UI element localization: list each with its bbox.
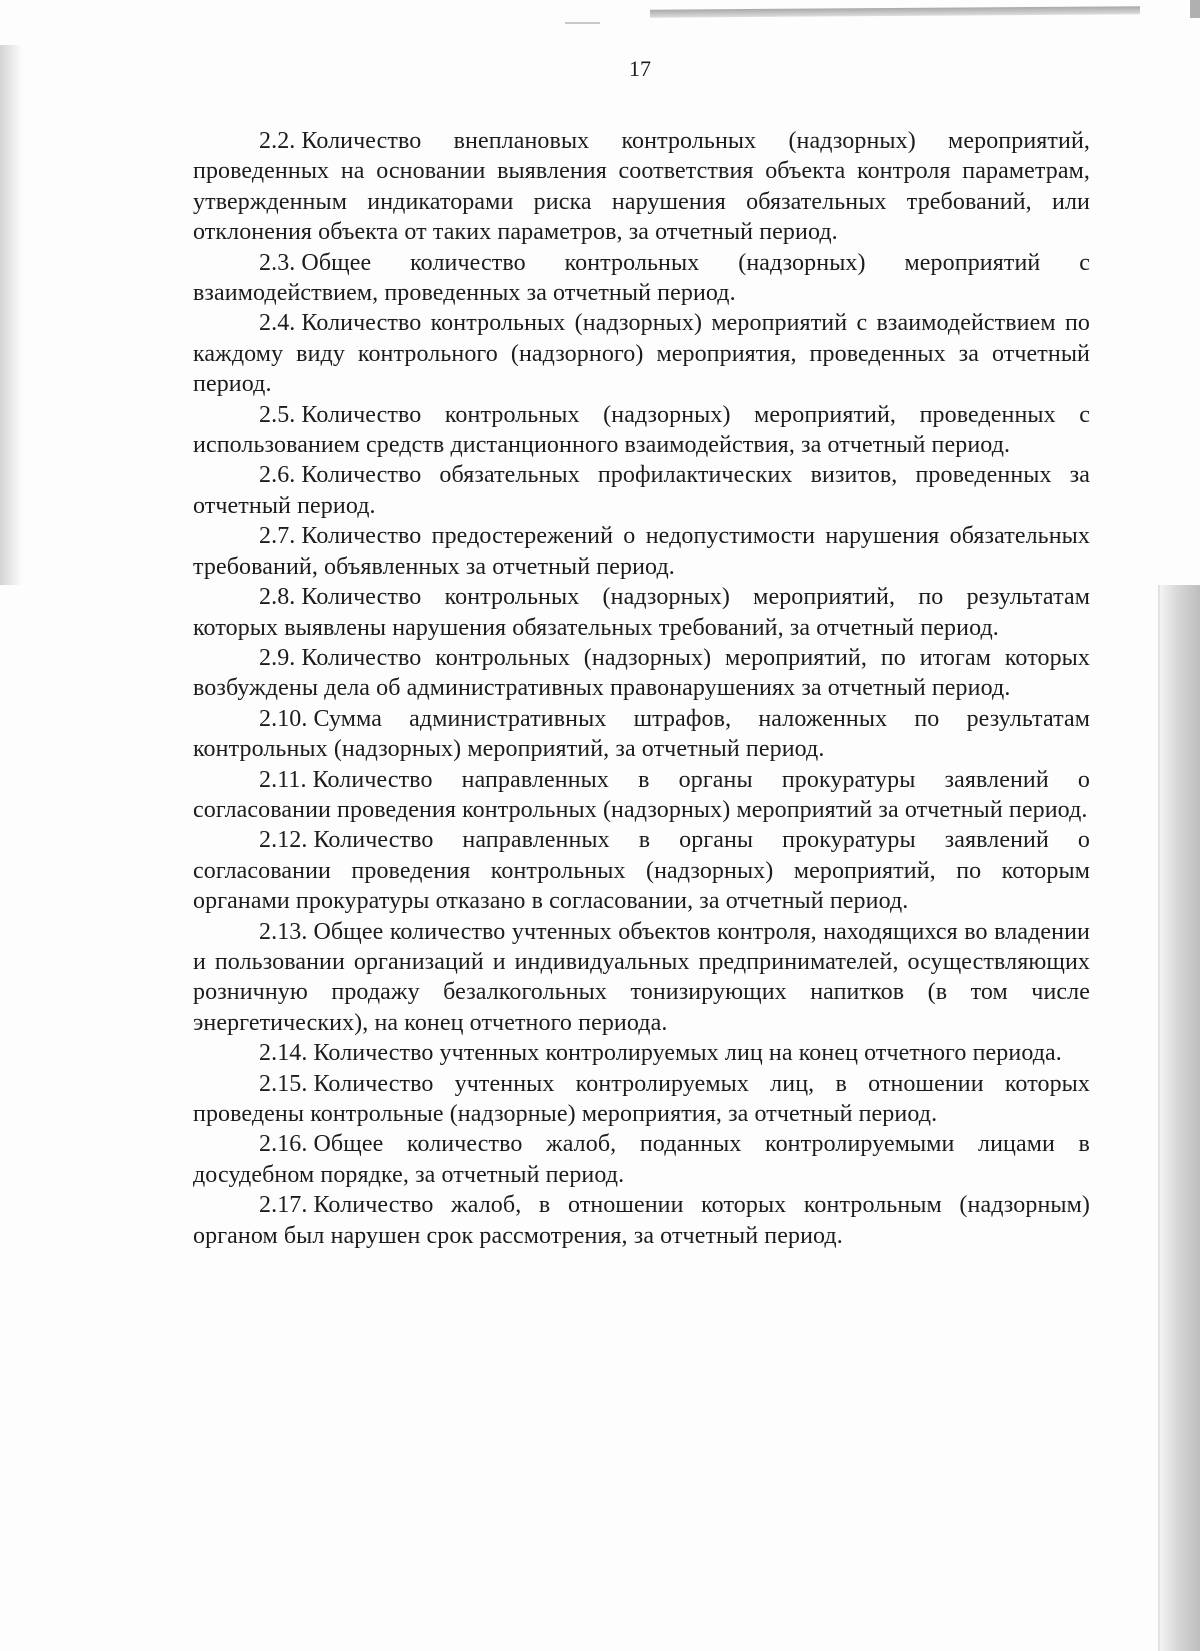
paragraph-text: Общее количество жалоб, поданных контролируемыми лицами в досудебном порядке, за отчетный период.	[193, 1131, 1090, 1188]
paragraph-number: 2.17.	[259, 1192, 308, 1219]
paragraph-number: 2.5.	[259, 401, 296, 428]
paragraph-number: 2.12.	[259, 827, 308, 854]
paragraph-number: 2.10.	[259, 705, 308, 732]
paragraph	[193, 1038, 1090, 1068]
paragraph-text: Общее количество учтенных объектов контроля, находящихся во владении и пользовании организаций и индивидуальных предпринимателей, осуществляющих розничную продажу безалкогольных тонизирующих напитков (в том числе энергетических), на конец отчетного периода.	[193, 918, 1090, 1036]
paragraph-text: Количество направленных в органы прокуратуры заявлений о согласовании проведения контрольных (надзорных) мероприятий, по которым органами прокуратуры отказано в согласовании, за отчетный период.	[193, 827, 1090, 915]
paragraph-text: Количество контрольных (надзорных) мероприятий с взаимодействием по каждому виду контрольного (надзорного) мероприятия, проведенных за отчетный период.	[193, 310, 1090, 398]
paragraph-number: 2.6.	[259, 462, 296, 489]
paragraph-number: 2.7.	[259, 523, 296, 550]
paragraph-text: Количество внеплановых контрольных (надзорных) мероприятий, проведенных на основании выявления соответствия объекта контроля параметрам, утвержденным индикаторами риска нарушения обязательных требований, или отклонения объекта от таких параметров, за отчетный период.	[193, 128, 1090, 246]
paragraph	[193, 1129, 1090, 1190]
paragraph-text: Количество предостережений о недопустимости нарушения обязательных требований, объявленных за отчетный период.	[193, 523, 1090, 580]
paragraph-number: 2.8.	[259, 584, 296, 611]
paragraph	[193, 765, 1090, 826]
paragraph	[193, 582, 1090, 643]
paragraph	[193, 126, 1090, 248]
paragraph-text: Сумма административных штрафов, наложенных по результатам контрольных (надзорных) мероприятий, за отчетный период.	[193, 705, 1090, 763]
scan-mark	[565, 22, 600, 24]
paragraph-number: 2.11.	[259, 766, 307, 793]
paragraph-text: Количество учтенных контролируемых лиц на конец отчетного периода.	[313, 1040, 1062, 1067]
paragraph-number: 2.15.	[259, 1070, 308, 1097]
paragraph	[193, 704, 1090, 765]
paragraph	[193, 460, 1090, 521]
paragraph-number: 2.3.	[259, 249, 296, 276]
paragraph-number: 2.9.	[259, 644, 296, 671]
paragraph	[193, 825, 1090, 916]
paragraph-text: Общее количество контрольных (надзорных) мероприятий с взаимодействием, проведенных за отчетный период.	[193, 249, 1090, 307]
paragraph-number: 2.2.	[259, 128, 296, 154]
paragraph-text: Количество направленных в органы прокуратуры заявлений о согласовании проведения контрольных (надзорных) мероприятий за отчетный период.	[193, 766, 1090, 823]
paragraph	[193, 1190, 1090, 1251]
paragraph-text: Количество контрольных (надзорных) мероприятий, по результатам которых выявлены нарушения обязательных требований, за отчетный период.	[193, 584, 1090, 641]
paragraph-text: Количество жалоб, в отношении которых контрольным (надзорным) органом был нарушен срок рассмотрения, за отчетный период.	[193, 1192, 1090, 1249]
paragraph-number: 2.4.	[259, 310, 296, 337]
scan-edge-top	[650, 6, 1140, 17]
paragraph	[193, 521, 1090, 582]
paragraph	[193, 643, 1090, 704]
paragraph	[193, 308, 1090, 399]
paragraph	[193, 917, 1090, 1039]
paragraph-text: Количество контрольных (надзорных) мероприятий, по итогам которых возбуждены дела об административных правонарушениях за отчетный период.	[193, 644, 1090, 702]
paragraph-number: 2.14.	[259, 1040, 308, 1067]
paragraph-text: Количество обязательных профилактических визитов, проведенных за отчетный период.	[193, 462, 1090, 519]
paragraph	[193, 400, 1090, 461]
paragraph-text: Количество контрольных (надзорных) мероприятий, проведенных с использованием средств дистанционного взаимодействия, за отчетный период.	[193, 401, 1090, 459]
scan-edge-left	[0, 45, 22, 585]
paragraph-number: 2.16.	[259, 1131, 308, 1158]
page-number: 17	[629, 56, 651, 81]
paragraph	[193, 248, 1090, 309]
scan-edge-right	[1160, 585, 1200, 1651]
document-body	[193, 126, 1090, 1251]
paragraph-text: Количество учтенных контролируемых лиц, в отношении которых проведены контрольные (надзорные) мероприятия, за отчетный период.	[193, 1070, 1090, 1127]
paragraph-number: 2.13.	[259, 918, 308, 945]
paragraph	[193, 1069, 1090, 1130]
scan-corner	[1190, 0, 1200, 18]
